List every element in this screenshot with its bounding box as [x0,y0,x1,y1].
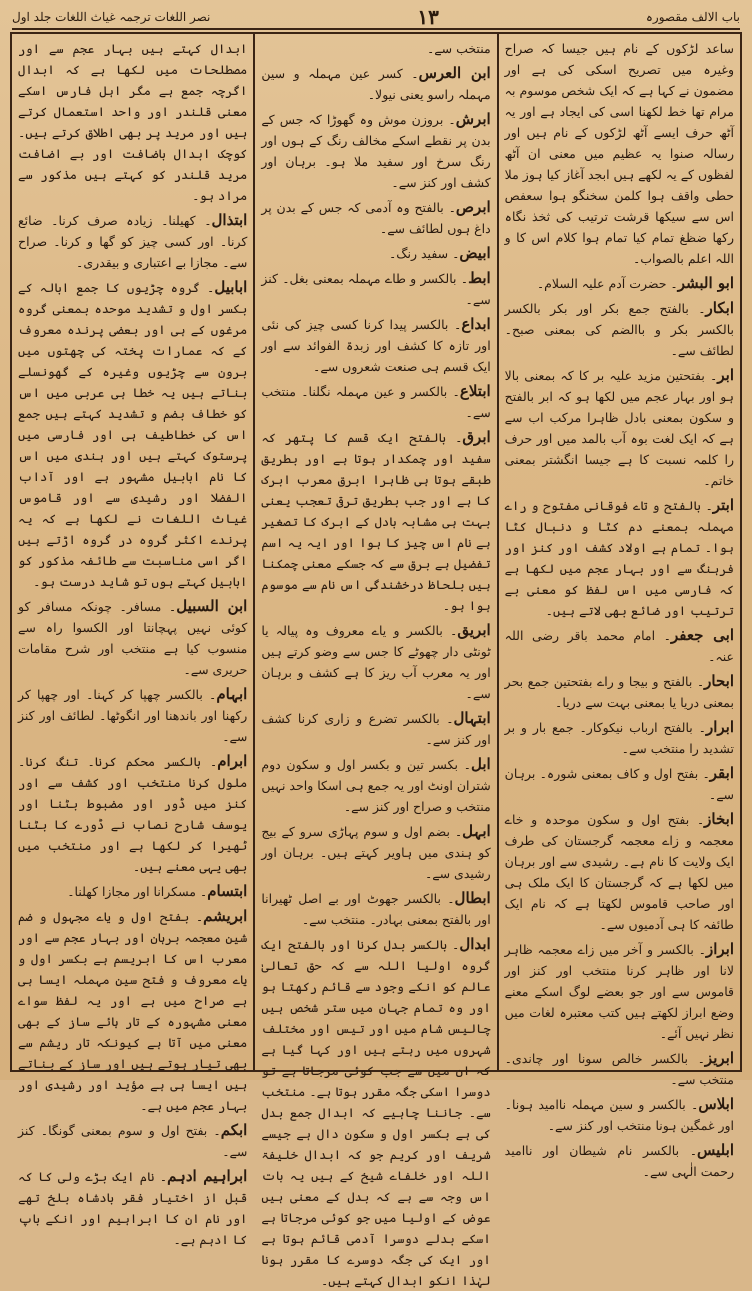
dictionary-entry [261,38,490,59]
entry-headword: ابخاز [704,810,734,828]
dictionary-entry [18,906,247,1116]
dictionary-entry [505,763,734,805]
entry-definition: ۔ بالکسر و سین مہملہ ناامید ہونا۔ اور غمگین ہونا منتخب اور کنز سے۔ [504,1097,734,1133]
entry-definition: ۔ بالفتح ایک قسم کا پتھر کہ سفید اور چمکدار ہوتا ہے اور بطریق طبقے ہوتا ہی ظاہرا ابرق معرب ابرک کا ہے اور جب بطریق ترقی تعجب یعنی بہت ہی مشابہ بادل کے ابرک کا تصغیر ہے نام اس چیز کا ہوا اور ایہ یہ اسم تفضیل ہے برق سے کہ جسکے معنی چمکنا ہیں بلحاظ درخشندگی اس نام سے موسوم ہوا ہو۔ [261,430,491,613]
entry-definition: منتخب سے۔ [426,41,491,56]
dictionary-entry [505,809,734,935]
dictionary-entry [505,671,734,713]
entry-definition: ۔ بالکسر پیدا کرنا کسی چیز کی نئی اور تازہ کا کشف اور زبدۃ الفوائد سے اور ایک قسم ہی صنعت شعروں سے۔ [261,317,491,374]
entry-headword: ابتلاع [459,382,491,400]
dictionary-entry [505,298,734,361]
entry-definition: ۔ بفتح اول و سکون موحدہ و خاے معجمہ و زاے معجمہ گرجستان کی طرف ایک ولایت کا نام ہے۔ رشیدی سے اور برہان میں لکھا ہے کہ گرجستان کا ایک ملک ہی اور صاحب قاموس لکھتا ہے کہ نام ایک طائفہ کا ہی آدمیوں سے۔ [504,812,734,932]
dictionary-entry [261,934,490,1291]
dictionary-entry [261,620,490,704]
dictionary-entry [505,495,734,621]
dictionary-entry [18,596,247,680]
page-number: ۱۳ [417,5,439,29]
entry-definition: ۔ بالکسر جھوٹ اور بے اصل ٹھیرانا اور بالفتح بمعنی بہادر۔ منتخب سے۔ [261,891,491,927]
entry-definition: ۔ سفید رنگ۔ [388,246,460,261]
entry-headword: ابل [470,755,491,773]
entry-definition: ۔ کھیلنا۔ زیادہ صرف کرنا۔ ضائع کرنا۔ اور کسی چیز کو گھا و کرنا۔ صراح سے۔ مجازا بے اعتباری و بیقدری۔ [18,213,248,270]
dictionary-entry [505,939,734,1044]
entry-headword: ابکار [705,299,734,317]
entry-definition: ۔ بروزن موش وہ گھوڑا کہ جس کے بدن پر نقطے اسکے مخالف رنگ کے ہوں اور رنگ سرخ اور سفید ملا ہو۔ برہان اور کشف اور کنز سے۔ [261,112,491,190]
entry-headword: ابداع [461,315,491,333]
entry-definition: ۔ بکسر تین و بکسر اول و سکون دوم شتران اونٹ اور یہ جمع ہی اسکا واحد نہیں منتخب و صراح اور کنز سے۔ [261,757,491,814]
dictionary-entry [261,381,490,423]
entry-definition: ۔ بالکسر بدل کرنا اور بالفتح ایک گروہ اولیا اللہ سے کہ حق تعالیٰ عالم کو انکے وجود سے قائم رکھتا ہو اور وہ تمام جہان میں ستر شخص ہیں چالیس شام میں اور تیس اور مختلف شہروں میں رہتے ہیں اور کہا گیا ہے کہ ان میں سے جب کوئی مرجاتا ہے تو دوسرا اسکی جگہ مقرر ہوتا ہے۔ منتخب سے۔ جاننا چاہیے کہ ابدال جمع بدل کی ہے بکسر اول و سکون دال ہے جیسے شریف اور کریم جو کہ ابدال خلیفۃ اللہ اور خلفاے شیخ کے ہیں یہ بات اس وجہ سے ہے کہ بدل کے معنی ہیں عوض کے اولیا میں جو کوئی مرجاتا ہے اسکے بدلے دوسرا آدمی قائم ہوتا ہے اور ایک کی جگہ دوسرے کا مقرر ہونا لہٰذا انکو ابدال کہتے ہیں۔ [261,937,491,1288]
entry-headword: ابریز [704,1049,734,1067]
dictionary-entry [261,754,490,817]
entry-definition: ۔ بالکسر چھپا کر کہنا۔ اور چھپا کر رکھنا اور باندھنا اور انگوٹھا۔ لطائف اور کنز سے۔ [18,687,248,744]
entry-definition: ۔ بالکسر و یاے معروف وہ پیالہ یا ٹونٹی دار چھوٹے کا جس سے وضو کرتے ہیں اور یہ معرب آب ریز کا ہے کشف و برہان سے۔ [261,623,491,701]
entry-headword: ابر [717,366,734,384]
entry-headword: ابراہیم ادہم [167,1167,248,1185]
entry-definition: ۔ بضم اول و سوم پہاڑی سرو کے بیج کو ہندی میں ہاویر کہتے ہیں۔ برہان اور رشیدی سے۔ [261,824,491,881]
entry-definition: ۔ بفتحتین مزید علیہ بر کا کہ بمعنی بالا ہو اور بہار عجم میں لکھا ہو کہ ابر بالفتح و سکون بمعنی بادل ظاہرا مرکب اب سے ہے کہ ایک لغت بوہ آب بالمد میں اور حرف را کلمہ نسبت کا ہے جیسا انگشتر بمعنی خاتم۔ [504,368,734,488]
dictionary-entry [505,38,734,269]
entry-headword: ابلیس [697,1141,734,1159]
entry-definition: ۔ بالکسر تضرع و زاری کرنا کشف اور کنز سے۔ [261,711,491,747]
entry-headword: ابقر [709,764,734,782]
entry-headword: ابابیل [214,278,248,296]
entry-headword: ابریشم [203,907,248,925]
entry-definition: ۔ کسر عین مہملہ و سین مہملہ راسو یعنی نیولا۔ [261,66,491,102]
dictionary-entry [505,273,734,294]
entry-headword: ابریق [457,621,491,639]
entry-definition: ۔ مسافر۔ چونکہ مسافر کو کوئی نہیں پہچانتا اور الکسوا راہ سے منسوب کیا ہے منتخب اور شرح مقامات حریری سے۔ [18,599,248,677]
dictionary-entry [261,268,490,310]
columns-frame [10,32,742,1288]
dictionary-entry [261,821,490,884]
dictionary-entry [18,210,247,273]
column-middle [255,34,498,1288]
entry-headword: ابتر [712,496,734,514]
entry-definition: ۔ بالکسر و آخر میں زاے معجمہ ظاہر لانا اور ظاہر کرنا منتخب اور کنز اور قاموس سے اور جو بعضے لوگ اسکے معنے وضع ابراز لکھتے ہیں کتب معتبرہ لغات میں نظر نہیں آئے۔ [504,942,734,1041]
book-title: نصر اللغات ترجمہ غیاث اللغات جلد اول [12,10,211,24]
dictionary-entry [261,427,490,616]
entry-headword: ابرص [455,198,491,216]
entry-definition: ۔ بفتح اول و کاف بمعنی شورہ۔ برہان سے۔ [504,766,734,802]
entry-headword: ابلاس [698,1095,734,1113]
entry-definition: ساعد لڑکوں کے نام ہیں جیسا کہ صراح وغیرہ میں تصریح اسکی کی ہے اور مضمون نے کہا ہے کہ ایک شخص موسوم بہ مرام تھا خط لکھنا اسی کی ایجاد ہے اور یہ آٹھ حرف ایسے آٹھ لڑکوں کے نام ہیں اور رسالہ صنوا یہ عظیم میں معنی ان آٹھ لفظوں کے یہ لکھے ہیں ابجد آغاز کیا ہوز ملا حطی واقف ہوا کلمن سخنگو ہوا سعفص اس سے سیکھا قرشت ترتیب کی ثخذ نگاہ رکھا ضظغ تمام کیا تمام ہوا کلام اس کا و اللہ اعلم بالصواب۔ [504,41,734,266]
entry-headword: ابرق [462,428,491,446]
dictionary-entry [261,243,490,264]
entry-definition: ۔ حضرت آدم علیہ السلام۔ [536,276,678,291]
dictionary-entry [18,684,247,747]
entry-headword: ابطال [454,889,491,907]
entry-definition: ۔ بالفتح وہ آدمی کہ جس کے بدن پر داغ ہوں لطائف سے۔ [261,200,491,236]
dictionary-entry [18,881,247,902]
dictionary-entry [18,277,247,592]
entry-definition: ۔ نام ایک بڑے ولی کا کہ قبل از اختیار فقر بادشاہ بلخ تھے اور نام ان کا ابراہیم اور انکے باپ کا ادہم ہے۔ [18,1169,248,1247]
section-title: باب الالف مقصورہ [645,10,740,24]
entry-definition: ۔ بالفتح و بیجا و راے بفتحتین جمع بحر بمعنی دریا یا بمعنی بہت سے دریا۔ [504,674,734,710]
entry-headword: ابی جعفر [670,626,734,644]
entry-definition: ۔ بالکسر محکم کرنا۔ تنگ کرنا۔ ملول کرنا منتخب اور کشف سے اور کنز میں ڈور اور مضبوط بٹنا اور یوسف شارح نصاب نے ڈورے کا بٹنا ٹھیرا کر لکھا ہے اور منتخب میں بھی یہی معنے ہیں۔ [18,754,248,874]
entry-definition: ۔ بالفتح و تاے فوقانی مفتوح و راے مہملہ بمعنے دم کٹا و دنبال کٹا ہوا۔ تمام ہے اولاد کشف اور کنز اور فرہنگ سے اور بہار عجم میں لکھا ہے کہ فارسی میں اس لفظ کو معنی بے ترتیب اور ضائع بھی لاتے ہیں۔ [504,498,734,618]
dictionary-entry [18,1166,247,1250]
entry-headword: ابرام [217,752,248,770]
entry-definition: ۔ مسکرانا اور مجازا کھلنا۔ [67,884,208,899]
entry-definition: ۔ امام محمد باقر رضی اللہ عنہ۔ [504,628,734,664]
entry-headword: ابتذال [211,211,248,229]
entry-headword: ابیض [459,244,491,262]
dictionary-entry [18,1120,247,1162]
dictionary-entry [505,717,734,759]
entry-headword: ابن العرس [418,64,491,82]
entry-headword: ابن السبیل [176,597,248,615]
dictionary-entry [261,314,490,377]
entry-headword: ابتسام [207,882,248,900]
dictionary-entry [18,38,247,206]
entry-headword: ابدال [459,935,491,953]
entry-definition: ۔ بالکسر و طاے مہملہ بمعنی بغل۔ کنز سے۔ [261,271,491,307]
entry-definition: ابدال کہتے ہیں بہار عجم سے اور مصطلحات میں لکھا ہے کہ ابدال اگرچہ جمع ہے مگر اہل فارس اسکے معنی قلندر اور واحد استعمال کرتے ہیں اور مرید پر بھی اطلاق کرتے ہیں۔ کوچک ابدال باضافت اور بے اضافت مرید قلندر کو کہتے ہیں مذکور سے مراد ہو۔ [18,41,248,203]
dictionary-entry [505,625,734,667]
dictionary-entry [261,708,490,750]
column-right [499,34,740,1179]
dictionary-entry [261,197,490,239]
entry-definition: ۔ بالکسر و عین مہملہ نگلنا۔ منتخب سے۔ [261,384,491,420]
dictionary-entry [505,1048,734,1090]
dictionary-entry [261,109,490,193]
entry-definition: ۔ بفتح اول و سوم بمعنی گونگا۔ کنز سے۔ [18,1123,248,1159]
dictionary-entry [505,1094,734,1136]
entry-headword: ابتہال [453,709,491,727]
entry-headword: ابہام [216,685,248,703]
entry-definition: ۔ بفتح اول و یاے مجہول و ضم شین معجمہ برہان اور بہار عجم سے اور معرب اس کا ابریسم ہے بکسر اول و یاے معروف و فتح سین مہملہ ایسا ہی ہے صراح میں ہے اور یہ لفظ سواے معنی مشہورہ کے تار ہائے ساز کے بھی معنی میں آتا ہے کیونکہ تار ریشم سے بھی تیار ہوتے ہیں اور ساز کے بناتے ہیں ایسا ہی ہے مؤید اور رشیدی اور بہار عجم میں ہے۔ [18,909,248,1113]
entry-definition: ۔ بالفتح جمع بکر اور بکر بالکسر بالکسر بکر و باالضم کی بمعنی صبح۔ لطائف سے۔ [504,301,734,358]
entry-definition: ۔ گروہ چڑیوں کا جمع ابالہ کے بکسر اول و تشدید موحدہ بمعنی گروہ مرغوں کے ہی اور بعضی پرندہ معروف کے کہ عمارات پختہ کی چھتوں میں برون سے چڑیوں وغیرہ کے گھونسلے بناتے ہیں یہ خطا ہی عربی میں اس کو خطاف بضم و تشدید کہتے ہیں جمع اس کی خطاطیف ہی اور فارسی میں پرستوک کہتے ہیں اور ہندی میں اس کا نام ابابیل مشہور ہے اور آداب الفضلا اور رشیدی سے اور قاموس غیاث اللغات نے لکھا ہے کہ یہ پرندے اکثر گروہ در گروہ اڑتے ہیں اگر اسی مناسبت سے طائفہ مذکور کو ابابیل کہتے ہوں تو شاید درست ہو۔ [18,280,248,589]
entry-headword: ابو البشر [677,274,734,292]
dictionary-entry [261,63,490,105]
entry-headword: ابحار [704,672,734,690]
entry-definition: ۔ بالفتح ارباب نیکوکار۔ جمع بار و بر تشدید را منتخب سے۔ [504,720,734,756]
entry-headword: ابکم [220,1121,248,1139]
entry-headword: ابط [468,269,491,287]
dictionary-entry [18,751,247,877]
column-left [12,34,255,1247]
entry-headword: ابرش [455,110,491,128]
entry-headword: ابرار [705,718,734,736]
entry-headword: ابہل [462,822,491,840]
entry-definition: ۔ بالکسر نام شیطان اور ناامید رحمت الٰہی سے۔ [504,1143,734,1179]
entry-headword: ابراز [705,940,734,958]
dictionary-entry [261,888,490,930]
page-header [12,6,740,30]
dictionary-entry [505,1140,734,1182]
entry-definition: ۔ بالکسر خالص سونا اور چاندی۔ منتخب سے۔ [504,1051,734,1087]
dictionary-entry [505,365,734,491]
